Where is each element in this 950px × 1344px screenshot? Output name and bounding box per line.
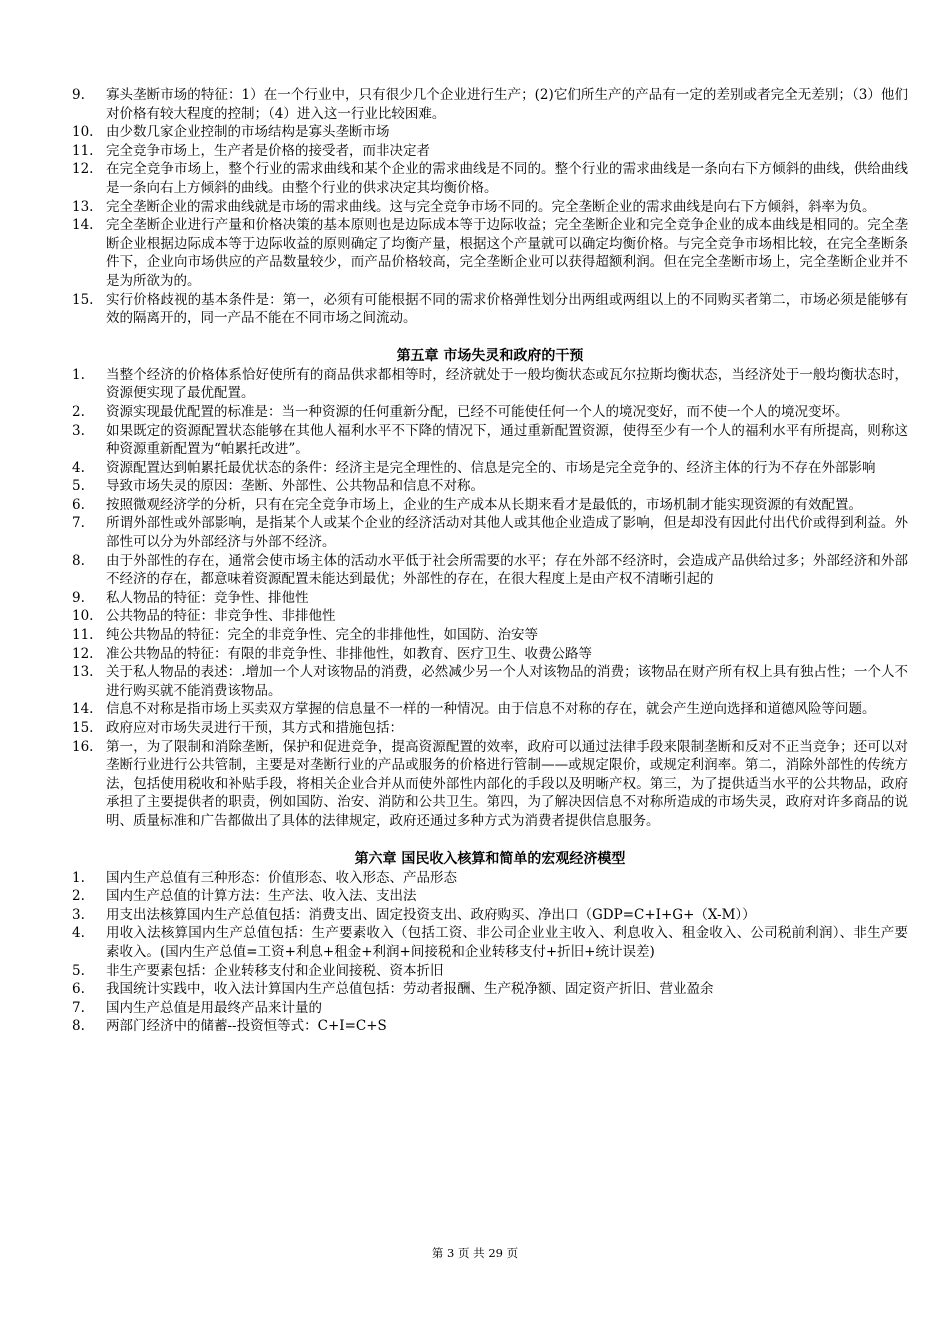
item-text: 按照微观经济学的分析，只有在完全竞争市场上，企业的生产成本从长期来看才是最低的，市场机制才能实现资源的有效配置。 — [106, 496, 862, 513]
item-text: 寡头垄断市场的特征：1）在一个行业中，只有很少几个企业进行生产；(2)它们所生产的产品有一定的差别或者完全无差别；（3）他们对价格有较大程度的控制；（4）进入这一行业比较困难。 — [106, 87, 908, 122]
list-item — [72, 962, 908, 981]
item-text: 完全垄断企业进行产量和价格决策的基本原则也是边际成本等于边际收益；完全垄断企业和完全竞争企业的成本曲线是相同的。完全垄断企业根据边际成本等于边际收益的原则确定了均衡产量，根据这个产量就可以确定均衡价格。与完全竞争市场相比较，在完全垄断条件下，企业向市场供应的产品数量较少，而产品价格较高，完全垄断企业可以获得超额利润。但在完全垄断市场上，完全垄断企业并不是为所欲为的。 — [106, 217, 908, 289]
list-item — [72, 366, 908, 403]
item-text: 由于外部性的存在，通常会使市场主体的活动水平低于社会所需要的水平；存在外部不经济时，会造成产品供给过多；外部经济和外部不经济的存在，都意味着资源配置未能达到最优；外部性的存在，在很大程度上是由产权不清晰引起的 — [106, 552, 908, 588]
item-text: 私人物品的特征：竞争性、排他性 — [106, 589, 309, 606]
list-item — [72, 216, 908, 290]
list-item — [72, 291, 908, 328]
item-number: 6. — [72, 496, 85, 513]
item-number: 9. — [72, 87, 85, 103]
item-text: 当整个经济的价格体系恰好使所有的商品供求都相等时，经济就处于一般均衡状态或瓦尔拉斯均衡状态，当经济处于一般均衡状态时，资源便实现了最优配置。 — [106, 366, 908, 402]
section-ch5 — [72, 366, 908, 831]
item-number: 1. — [72, 366, 85, 383]
item-text: 政府应对市场失灵进行干预，其方式和措施包括： — [106, 720, 403, 736]
list-item — [72, 459, 908, 478]
list-item — [72, 589, 908, 608]
list-item — [72, 514, 908, 551]
item-number: 2. — [72, 888, 85, 905]
item-number: 12. — [72, 161, 94, 178]
list-item — [72, 142, 908, 161]
list-item — [72, 422, 908, 459]
item-text: 国内生产总值是用最终产品来计量的 — [106, 999, 322, 1016]
list-item — [72, 719, 908, 738]
item-text: 用收入法核算国内生产总值包括：生产要素收入（包括工资、非公司企业业主收入、利息收入、租金收入、公司税前利润）、非生产要素收入。(国内生产总值=工资+利息+租金+利润+间接税和企业转移支付+折旧+统计误差) — [106, 925, 908, 960]
chapter-heading: 第五章 市场失灵和政府的干预 — [396, 347, 584, 364]
list-item — [72, 86, 908, 123]
item-text: 资源配置达到帕累托最优状态的条件：经济主是完全理性的、信息是完全的、市场是完全竞争的、经济主体的行为不存在外部影响 — [106, 459, 876, 476]
list-item — [72, 663, 908, 700]
item-text: 公共物品的特征：非竞争性、非排他性 — [106, 608, 336, 625]
item-number: 5. — [72, 962, 85, 979]
item-number: 10. — [72, 608, 94, 625]
page-footer: 第 3 页 共 29 页 — [431, 1246, 519, 1260]
item-number: 11. — [72, 142, 94, 159]
item-text: 实行价格歧视的基本条件是：第一，必须有可能根据不同的需求价格弹性划分出两组或两组以上的不同购买者第二，市场必须是能够有效的隔离开的，同一产品不能在不同市场之间流动。 — [106, 291, 908, 327]
item-number: 13. — [72, 198, 94, 215]
list-item — [72, 552, 908, 589]
list-item — [72, 999, 908, 1018]
list-item — [72, 869, 908, 888]
item-text: 信息不对称是指市场上买卖双方掌握的信息量不一样的一种情况。由于信息不对称的存在，就会产生逆向选择和道德风险等问题。 — [106, 701, 876, 718]
list-item — [72, 906, 908, 925]
item-text: 完全垄断企业的需求曲线就是市场的需求曲线。这与完全竞争市场不同的。完全垄断企业的需求曲线是向右下方倾斜，斜率为负。 — [106, 198, 876, 215]
item-text: 在完全竞争市场上，整个行业的需求曲线和某个企业的需求曲线是不同的。整个行业的需求曲线是一条向右下方倾斜的曲线，供给曲线是一条向右上方倾斜的曲线。由整个行业的供求决定其均衡价格。 — [106, 161, 908, 196]
item-number: 4. — [72, 925, 85, 942]
item-number: 13. — [72, 664, 94, 681]
list-item — [72, 700, 908, 719]
item-text: 由少数几家企业控制的市场结构是寡头垄断市场 — [106, 124, 390, 141]
document-body — [72, 86, 908, 1036]
item-number: 6. — [72, 981, 85, 998]
item-number: 7. — [72, 515, 85, 532]
item-text: 导致市场失灵的原因：垄断、外部性、公共物品和信息不对称。 — [106, 478, 484, 495]
list-item — [72, 123, 908, 142]
section-ch4-tail — [72, 86, 908, 328]
item-text: 我国统计实践中，收入法计算国内生产总值包括：劳动者报酬、生产税净额、固定资产折旧、营业盈余 — [106, 981, 714, 998]
chapter-heading: 第六章 国民收入核算和简单的宏观经济模型 — [354, 850, 626, 867]
list-item — [72, 626, 908, 645]
item-number: 8. — [72, 552, 85, 569]
item-number: 12. — [72, 645, 94, 662]
item-number: 14. — [72, 701, 94, 718]
item-text: 纯公共物品的特征：完全的非竞争性、完全的非排他性，如国防、治安等 — [106, 627, 538, 644]
item-number: 14. — [72, 217, 94, 234]
item-number: 2. — [72, 403, 85, 420]
list-item — [72, 403, 908, 422]
item-text: 如果既定的资源配置状态能够在其他人福利水平不下降的情况下，通过重新配置资源，使得至少有一个人的福利水平有所提高，则称这种资源重新配置为“帕累托改进”。 — [106, 422, 908, 458]
item-number: 3. — [72, 906, 85, 923]
item-number: 9. — [72, 589, 85, 606]
item-number: 4. — [72, 459, 85, 476]
item-text: 准公共物品的特征：有限的非竞争性、非排他性，如教育、医疗卫生、收费公路等 — [106, 645, 592, 662]
list-item — [72, 160, 908, 197]
item-text: 第一，为了限制和消除垄断，保护和促进竞争，提高资源配置的效率，政府可以通过法律手段来限制垄断和反对不正当竞争；还可以对垄断行业进行公共管制，主要是对垄断行业的产品或服务的价格进行管制——或规定限价，或规定利润率。第二，消除外部性的传统方法，包括使用税收和补贴手段，将相关企业合并从而使外部性内部化的手段以及明晰产权。第三，为了提供适当水平的公共物品，政府承担了主要提供者的职责，例如国防、治安、消防和公共卫生。第四，为了解决因信息不对称所造成的市场失灵，政府对许多商品的说明、质量标准和广告都做出了具体的法律规定，政府还通过多种方式为消费者提供信息服务。 — [106, 738, 908, 829]
item-number: 8. — [72, 1018, 85, 1035]
section-ch6 — [72, 869, 908, 1036]
item-number: 11. — [72, 627, 94, 644]
list-item — [72, 924, 908, 961]
item-text: 非生产要素包括：企业转移支付和企业间接税、资本折旧 — [106, 962, 444, 979]
item-number: 15. — [72, 720, 94, 736]
list-item — [72, 887, 908, 906]
item-text: 关于私人物品的表述：.增加一个人对该物品的消费，必然减少另一个人对该物品的消费；该物品在财产所有权上具有独占性；一个人不进行购买就不能消费该物品。 — [106, 664, 908, 699]
item-number: 5. — [72, 478, 85, 495]
list-item — [72, 738, 908, 831]
item-number: 3. — [72, 422, 85, 439]
item-text: 两部门经济中的储蓄--投资恒等式：C+I=C+S — [106, 1018, 387, 1035]
item-number: 7. — [72, 999, 85, 1016]
list-item — [72, 645, 908, 664]
item-text: 国内生产总值有三种形态：价值形态、收入形态、产品形态 — [106, 869, 457, 886]
list-item — [72, 607, 908, 626]
item-text: 完全竞争市场上，生产者是价格的接受者，而非决定者 — [106, 142, 430, 159]
item-number: 15. — [72, 291, 94, 308]
item-number: 16. — [72, 738, 94, 755]
item-text: 用支出法核算国内生产总值包括：消费支出、固定投资支出、政府购买、净出口（GDP=C+I+G+（X-M）） — [106, 906, 756, 923]
item-text: 国内生产总值的计算方法：生产法、收入法、支出法 — [106, 888, 417, 905]
list-item — [72, 477, 908, 496]
list-item — [72, 198, 908, 217]
list-item — [72, 1017, 908, 1036]
item-number: 10. — [72, 124, 94, 141]
item-number: 1. — [72, 869, 85, 886]
list-item — [72, 980, 908, 999]
list-item — [72, 496, 908, 515]
item-text: 所谓外部性或外部影响，是指某个人或某个企业的经济活动对其他人或其他企业造成了影响，但是却没有因此付出代价或得到利益。外部性可以分为外部经济与外部不经济。 — [106, 515, 908, 551]
item-text: 资源实现最优配置的标准是：当一种资源的任何重新分配，已经不可能使任何一个人的境况变好，而不使一个人的境况变坏。 — [106, 403, 849, 420]
